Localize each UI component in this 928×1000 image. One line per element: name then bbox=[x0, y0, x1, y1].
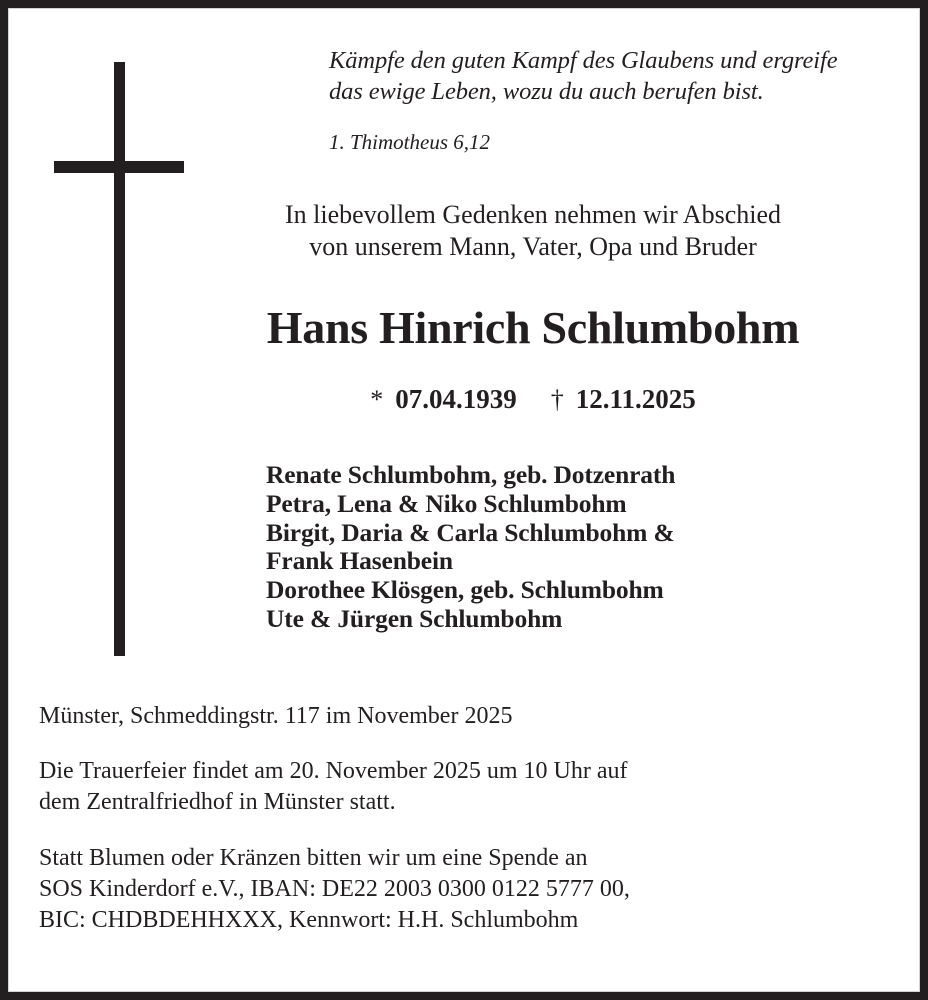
donation-paragraph bbox=[39, 843, 869, 937]
family-line: Birgit, Daria & Carla Schlumbohm & bbox=[266, 517, 675, 547]
family-line: Ute & Jürgen Schlumbohm bbox=[266, 604, 563, 634]
family-line: Petra, Lena & Niko Schlumbohm bbox=[266, 488, 627, 518]
death-date: 12.11.2025 bbox=[575, 384, 696, 414]
memorial-line-1: In liebevollem Gedenken nehmen wir Abschied bbox=[284, 200, 782, 229]
donation-line-1: Statt Blumen oder Kränzen bitten wir um eine Spende an bbox=[39, 844, 588, 871]
death-cross-symbol-icon: † bbox=[550, 385, 564, 414]
memorial-line-2: von unserem Mann, Vater, Opa und Bruder bbox=[309, 232, 757, 262]
place-and-date-line: Münster, Schmeddingstr. 117 im November 2025 bbox=[39, 703, 513, 729]
funeral-service-line-2: dem Zentralfriedhof in Münster statt. bbox=[39, 789, 396, 816]
donation-line-2: SOS Kinderdorf e.V., IBAN: DE22 2003 0300 0122 5777 00, bbox=[39, 875, 630, 902]
family-line: Dorothee Klösgen, geb. Schlumbohm bbox=[266, 575, 664, 605]
family-line: Renate Schlumbohm, geb. Dotzenrath bbox=[266, 460, 676, 489]
family-line: Frank Hasenbein bbox=[266, 546, 453, 576]
memorial-intro-block bbox=[197, 199, 869, 263]
deceased-name: Hans Hinrich Schlumbohm bbox=[266, 302, 800, 353]
scripture-quote-block bbox=[329, 45, 899, 156]
scripture-reference: 1. Thimotheus 6,12 bbox=[329, 129, 491, 154]
funeral-service-paragraph bbox=[39, 756, 869, 818]
birth-date: 07.04.1939 bbox=[395, 384, 517, 414]
birth-symbol-icon: * bbox=[370, 385, 384, 414]
scripture-verse-line-1: Kämpfe den guten Kampf des Glaubens und ergreife bbox=[329, 47, 838, 74]
cross-horizontal-bar bbox=[54, 161, 184, 173]
cross-vertical-bar bbox=[114, 62, 125, 656]
life-dates bbox=[197, 383, 869, 415]
notice-inner-frame bbox=[8, 8, 920, 992]
scripture-verse-line-2: das ewige Leben, wozu du auch berufen bist. bbox=[329, 78, 764, 106]
donation-line-3: BIC: CHDBDEHHXXX, Kennwort: H.H. Schlumbohm bbox=[39, 906, 579, 933]
surviving-family-block bbox=[266, 461, 886, 634]
funeral-service-line-1: Die Trauerfeier findet am 20. November 2025 um 10 Uhr auf bbox=[39, 758, 628, 785]
details-block bbox=[39, 701, 869, 936]
place-and-date-paragraph bbox=[39, 701, 869, 732]
christian-cross-icon bbox=[54, 62, 194, 664]
